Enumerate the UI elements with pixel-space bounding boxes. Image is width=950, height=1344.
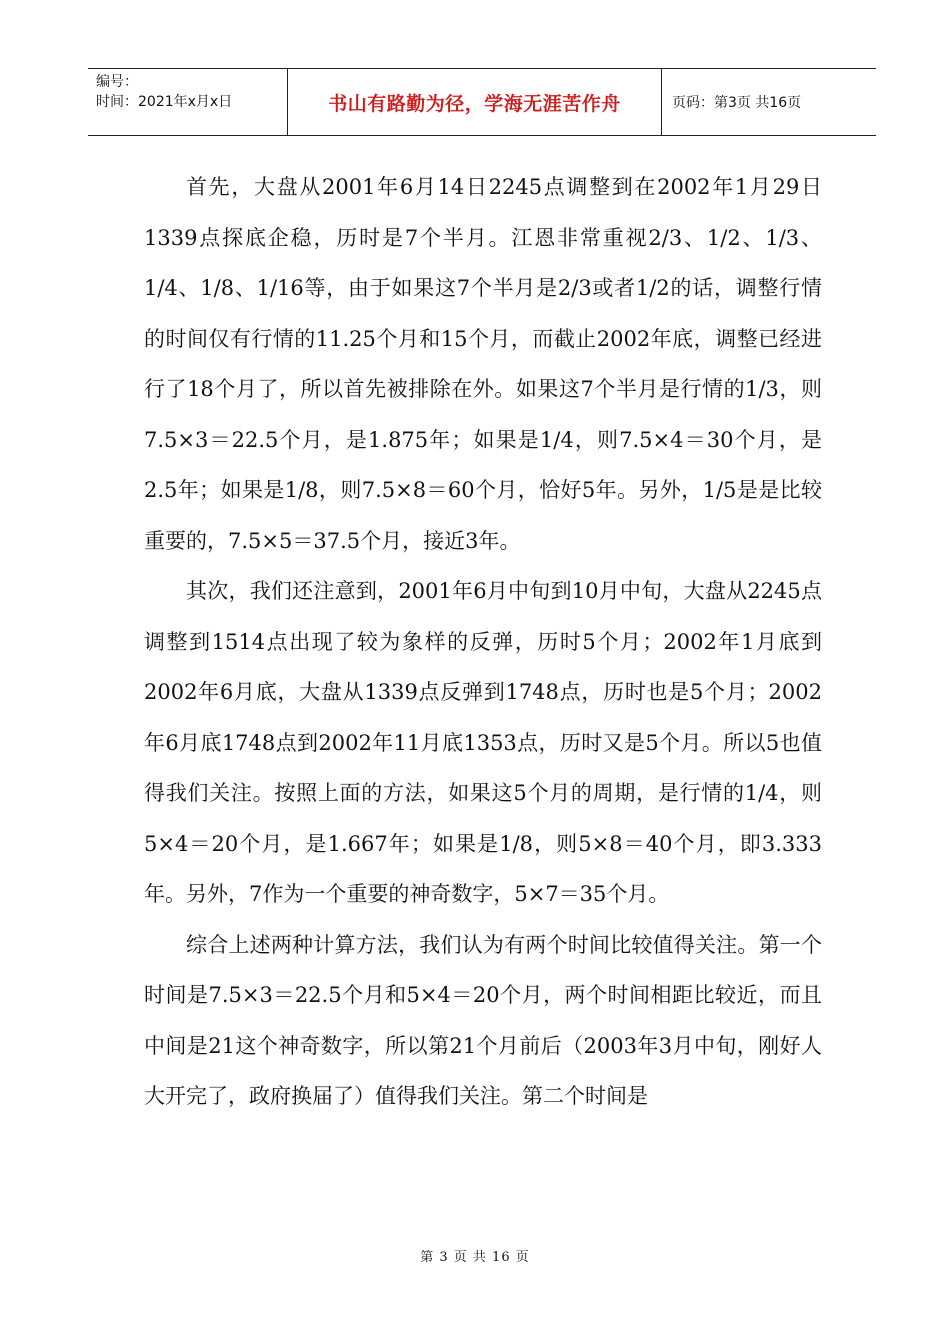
document-time-label: 时间：2021年x月x日 — [96, 94, 233, 110]
document-body — [144, 162, 822, 1122]
header-page-number: 页码：第3页 共16页 — [672, 95, 802, 111]
paragraph-2: 其次，我们还注意到，2001年6月中旬到10月中旬，大盘从2245点调整到1514点出现了较为象样的反弹，历时5个月；2002年1月底到2002年6月底，大盘从1339点反弹到1748点，历时也是5个月；2002年6月底1748点到2002年11月底1353点，历时又是5个月。所以5也值得我们关注。按照上面的方法，如果这5个月的周期，是行情的1/4，则5×4＝20个月，是1.667年；如果是1/8，则5×8＝40个月，即3.333年。另外，7作为一个重要的神奇数字，5×7＝35个月。 — [144, 579, 822, 906]
header-meta — [88, 69, 288, 135]
page-footer: 第 3 页 共 16 页 — [420, 1250, 530, 1265]
header-motto: 书山有路勤为径，学海无涯苦作舟 — [288, 69, 662, 135]
paragraph-1: 首先，大盘从2001年6月14日2245点调整到在2002年1月29日1339点探底企稳，历时是7个半月。江恩非常重视2/3、1/2、1/3、1/4、1/8、1/16等，由于如果这7个半月是2/3或者1/2的话，调整行情的时间仅有行情的11.25个月和15个月，而截止2002年底，调整已经进行了18个月了，所以首先被排除在外。如果这7个半月是行情的1/3，则7.5×3＝22.5个月，是1.875年；如果是1/4，则7.5×4＝30个月，是2.5年；如果是1/8，则7.5×8＝60个月，恰好5年。另外，1/5是是比较重要的，7.5×5＝37.5个月，接近3年。 — [144, 175, 822, 553]
document-number-label: 编号： — [96, 74, 138, 90]
page-header — [88, 68, 876, 136]
paragraph-3: 综合上述两种计算方法，我们认为有两个时间比较值得关注。第一个时间是7.5×3＝22.5个月和5×4＝20个月，两个时间相距比较近，而且中间是21这个神奇数字，所以第21个月前后（2003年3月中旬，刚好人大开完了，政府换届了）值得我们关注。第二个时间是 — [144, 932, 822, 1108]
